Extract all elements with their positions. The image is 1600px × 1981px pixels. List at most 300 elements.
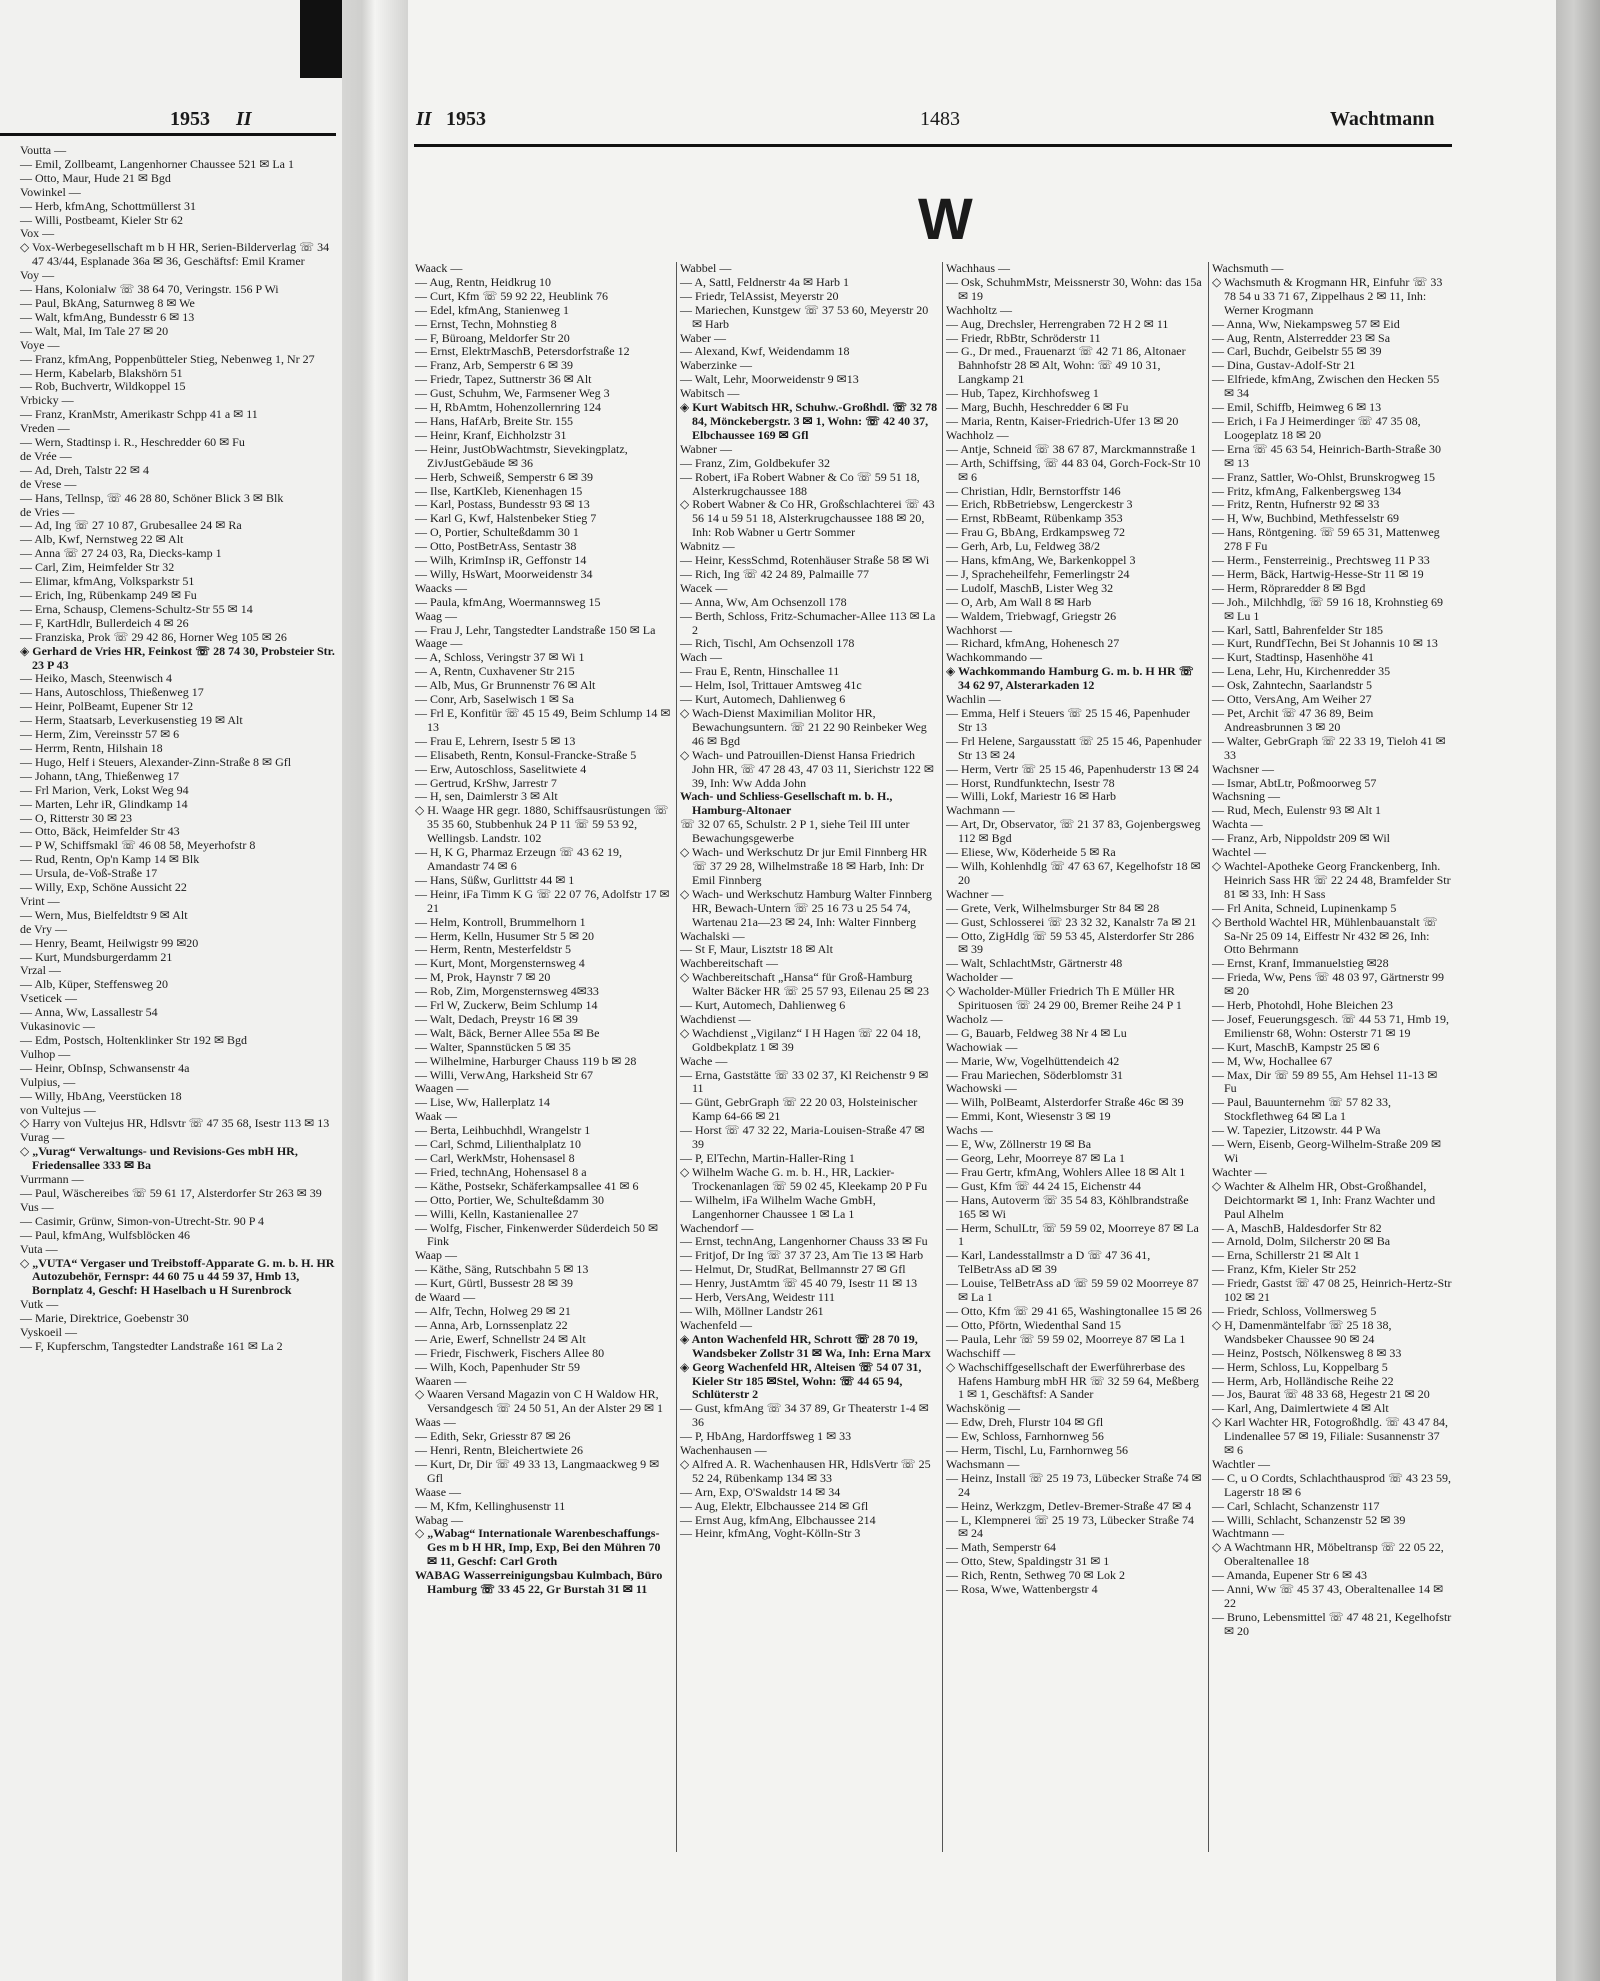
directory-entry: — Heinr, KessSchmd, Rotenhäuser Straße 58 ✉ Wi	[680, 553, 930, 568]
directory-entry: — Frau G, BbAng, Erdkampsweg 72	[946, 525, 1125, 540]
directory-entry: Waacks —	[415, 580, 468, 595]
directory-entry: Waaren —	[415, 1373, 467, 1388]
directory-entry: — Paul, Bauunternehm ☏ 57 82 33, Stockflethweg 64 ✉ La 1	[1212, 1095, 1391, 1124]
directory-entry: — Horst, Rundfunktechn, Isestr 78	[946, 775, 1115, 790]
directory-entry: — Kurt, Gürtl, Bussestr 28 ✉ 39	[415, 1276, 574, 1291]
directory-entry: ◈ Gerhard de Vries HR, Feinkost ☏ 28 74 30, Probsteier Str. 23 P 43	[20, 643, 335, 672]
directory-entry: Waag —	[415, 608, 458, 623]
directory-entry: — Herm, Arb, Holländische Reihe 22	[1212, 1373, 1394, 1388]
directory-entry: — Helm, Kontroll, Brummelhorn 1	[415, 914, 586, 929]
directory-entry: — Arth, Schiffsing, ☏ 44 83 04, Gorch-Fock-Str 10 ✉ 6	[946, 455, 1201, 484]
directory-entry: — Herm, Tischl, Lu, Farnhornweg 56	[946, 1443, 1128, 1458]
directory-entry: Waase —	[415, 1484, 462, 1499]
directory-entry: Wabag —	[415, 1512, 464, 1527]
directory-entry: — Elimar, kfmAng, Volksparkstr 51	[20, 574, 195, 589]
directory-entry: — Walter, GebrGraph ☏ 22 33 19, Tieloh 41 ✉ 33	[1212, 733, 1446, 762]
directory-entry: — Wolfg, Fischer, Finkenwerder Süderdeich 50 ✉ Fink	[415, 1220, 659, 1249]
directory-entry: — L, Klempnerei ☏ 25 19 73, Lübecker Straße 74 ✉ 24	[946, 1512, 1194, 1541]
directory-entry: — Hans, Röntgening. ☏ 59 65 31, Mattenweg 278 F Fu	[1212, 525, 1440, 554]
directory-entry: — Kurt, MaschB, Kampstr 25 ✉ 6	[1212, 1039, 1380, 1054]
directory-entry: Voutta —	[20, 143, 67, 157]
directory-entry: Wachlin —	[946, 692, 1001, 707]
directory-entry: — Fritjof, Dr Ing ☏ 37 37 23, Am Tie 13 ✉ Harb	[680, 1248, 924, 1263]
directory-entry: — P, ElTechn, Martin-Haller-Ring 1	[680, 1151, 855, 1165]
directory-entry: Wachowski —	[946, 1081, 1017, 1096]
directory-entry: — Wilhelmine, Harburger Chauss 119 b ✉ 28	[415, 1053, 637, 1068]
directory-entry: — Arie, Ewerf, Schnellstr 24 ✉ Alt	[415, 1331, 586, 1346]
directory-entry: — Eliese, Ww, Köderheide 5 ✉ Ra	[946, 845, 1116, 860]
directory-entry: ◇ Vox-Werbegesellschaft m b H HR, Serien-Bilderverlag ☏ 34 47 43/44, Esplanade 36a ✉ 36, Geschäftsf: Emil Kramer	[20, 240, 330, 269]
directory-entry: Wachta —	[1212, 817, 1263, 832]
directory-entry: — Ew, Schloss, Farnhornweg 56	[946, 1429, 1104, 1444]
directory-entry: — Curt, Kfm ☏ 59 92 22, Heublink 76	[415, 288, 608, 303]
directory-entry: — Friedr, Fischwerk, Fischers Allee 80	[415, 1345, 605, 1360]
directory-entry: ◇ Wachsmuth & Krogmann HR, Einfuhr ☏ 33 78 54 u 33 71 67, Zippelhaus 2 ✉ 11, Inh: Werner Krogmann	[1212, 274, 1443, 317]
directory-entry: Waack —	[415, 261, 463, 275]
directory-entry: — Hans, kfmAng, We, Barkenkoppel 3	[946, 553, 1136, 568]
directory-entry: — Carl, WerkMstr, Hohensasel 8	[415, 1151, 575, 1165]
directory-entry: — Anna ☏ 27 24 03, Ra, Diecks-kamp 1	[20, 546, 222, 561]
black-marker-strip	[300, 0, 344, 78]
directory-entry: — Heinr, iFa Timm K G ☏ 22 07 76, Adolfstr 17 ✉ 21	[415, 886, 670, 915]
directory-entry: de Waard —	[415, 1290, 476, 1305]
directory-entry: — Johann, tAng, Thießenweg 17	[20, 768, 180, 783]
left-page-volume: II	[236, 108, 252, 130]
directory-entry: ◇ H, Damenmäntelfabr ☏ 25 18 38, Wandsbeker Chaussee 90 ✉ 24	[1212, 1317, 1392, 1346]
directory-entry: — H, K G, Pharmaz Erzeugn ☏ 43 62 19, Amandastr 74 ✉ 6	[415, 845, 622, 873]
directory-entry: — Osk, SchuhmMstr, Meissnerstr 30, Wohn: das 15a ✉ 19	[946, 274, 1202, 303]
directory-entry: — Hans, Süßw, Gurlittstr 44 ✉ 1	[415, 872, 575, 887]
directory-entry: Vowinkel —	[20, 184, 81, 199]
directory-entry: Wache —	[680, 1053, 728, 1068]
directory-entry: — Rich, Tischl, Am Ochsenzoll 178	[680, 636, 855, 651]
directory-entry: — Rud, Mech, Eulenstr 93 ✉ Alt 1	[1212, 803, 1382, 818]
directory-entry: — Christian, Hdlr, Bernstorffstr 146	[946, 483, 1121, 498]
directory-entry: — Amanda, Eupener Str 6 ✉ 43	[1212, 1568, 1368, 1583]
directory-entry: — H, sen, Daimlerstr 3 ✉ Alt	[415, 789, 558, 804]
directory-entry: Wachholtz —	[946, 302, 1013, 317]
directory-entry: — Math, Semperstr 64	[946, 1540, 1056, 1555]
directory-entry: Vrint —	[20, 893, 60, 908]
directory-entry: — G, Bauarb, Feldweg 38 Nr 4 ✉ Lu	[946, 1025, 1127, 1040]
directory-entry: — Walt, Mal, Im Tale 27 ✉ 20	[20, 323, 169, 338]
directory-entry: Vukasinovic —	[20, 1019, 95, 1034]
directory-entry: WABAG Wasserreinigungsbau Kulmbach, Büro Hamburg ☏ 33 45 22, Gr Burstah 31 ✉ 11	[415, 1568, 663, 1597]
directory-entry: — M, Kfm, Kellinghusenstr 11	[415, 1498, 566, 1513]
directory-entry: Waage —	[415, 636, 463, 651]
directory-entry: — Otto, VersAng, Am Weiher 27	[1212, 692, 1372, 707]
directory-entry: — Herm, Bäck, Hartwig-Hesse-Str 11 ✉ 19	[1212, 566, 1424, 581]
directory-entry: — Kurt, Mundsburgerdamm 21	[20, 949, 173, 964]
directory-entry: — Erna, Schausp, Clemens-Schultz-Str 55 ✉ 14	[20, 601, 253, 616]
directory-entry: — Wilh, Kohlenhdlg ☏ 47 63 67, Kegelhofstr 18 ✉ 20	[946, 858, 1201, 887]
directory-column-4	[1212, 262, 1452, 1639]
directory-entry: — M, Ww, Hochallee 67	[1212, 1053, 1333, 1068]
column-divider	[942, 262, 943, 1852]
directory-entry: — Erna ☏ 45 63 54, Heinrich-Barth-Straße 30 ✉ 13	[1212, 441, 1441, 470]
directory-entry: — Gust, kfmAng ☏ 34 37 89, Gr Theaterstr 1-4 ✉ 36	[680, 1401, 929, 1430]
directory-entry: — Anni, Ww ☏ 45 37 43, Oberaltenallee 14 ✉ 22	[1212, 1582, 1444, 1610]
directory-entry: — Herm, SchulLtr, ☏ 59 59 02, Moorreye 87 ✉ La 1	[946, 1220, 1199, 1249]
directory-entry: — Herm, Staatsarb, Leverkusenstieg 19 ✉ Alt	[20, 713, 243, 728]
directory-entry: — Franz, KranMstr, Amerikastr Schpp 41 a ✉ 11	[20, 407, 258, 422]
directory-entry: — Fritz, Rentn, Hufnerstr 92 ✉ 33	[1212, 497, 1380, 512]
directory-entry: — Erich, i Fa J Heimerdinger ☏ 47 35 08, Loogeplatz 18 ✉ 20	[1212, 413, 1421, 442]
directory-entry: — Willi, Lokf, Mariestr 16 ✉ Harb	[946, 789, 1116, 804]
directory-entry: Wach- und Schliess-Gesellschaft m. b. H., Hamburg-Altonaer	[680, 789, 893, 818]
directory-entry: — Henri, Rentn, Bleichertwiete 26	[415, 1443, 583, 1458]
directory-entry: Wachschiff —	[946, 1345, 1016, 1360]
directory-entry: Wachenhausen —	[680, 1443, 767, 1458]
directory-entry: — Edm, Postsch, Holtenklinker Str 192 ✉ Bgd	[20, 1033, 248, 1047]
directory-entry: Wachtel —	[1212, 845, 1267, 860]
directory-entry: — Gust, Schlosserei ☏ 23 32 32, Kanalstr 7a ✉ 21	[946, 914, 1197, 929]
directory-entry: ☏ 32 07 65, Schulstr. 2 P 1, siehe Teil III unter Bewachungsgewerbe	[680, 817, 910, 846]
directory-entry: von Vultejus —	[20, 1102, 96, 1117]
directory-entry: — Marie, Direktrice, Goebenstr 30	[20, 1311, 189, 1326]
directory-entry: — Frl E, Konfitür ☏ 45 15 49, Beim Schlump 14 ✉ 13	[415, 706, 671, 734]
directory-entry: — Carl, Schlacht, Schanzenstr 117	[1212, 1498, 1380, 1513]
directory-entry: — Wern, Stadtinsp i. R., Heschredder 60 ✉ Fu	[20, 435, 245, 450]
directory-entry: — Ilse, KartKleb, Kienenhagen 15	[415, 483, 583, 498]
directory-entry: ◇ Wachschiffgesellschaft der Ewerführerbase des Hafens Hamburg mbH HR ☏ 32 59 64, Meßberg 1 ✉ 1, Geschäftsf: A Sander	[946, 1359, 1199, 1402]
directory-entry: ◇ Wach- und Werkschutz Dr jur Emil Finnberg HR ☏ 37 29 28, Wilhelmstraße 18 ✉ Harb, Inh: Dr Emil Finnberg	[680, 845, 928, 887]
directory-entry: Vulpius, —	[20, 1074, 76, 1089]
directory-entry: — Ursula, de-Voß-Straße 17	[20, 866, 158, 881]
left-page	[0, 0, 342, 1981]
directory-entry: Vuta —	[20, 1241, 58, 1256]
directory-entry: — Rob, Buchvertr, Wildkoppel 15	[20, 379, 186, 394]
directory-entry: — Bruno, Lebensmittel ☏ 47 48 21, Kegelhofstr ✉ 20	[1212, 1609, 1452, 1638]
directory-entry: — Rich, Rentn, Sethweg 70 ✉ Lok 2	[946, 1568, 1126, 1583]
directory-entry: — Kurt, RundfTechn, Bei St Johannis 10 ✉ 13	[1212, 636, 1438, 651]
directory-entry: — Frl Marion, Verk, Lokst Weg 94	[20, 782, 189, 797]
directory-entry: — Herb, VersAng, Weidestr 111	[680, 1290, 836, 1305]
directory-entry: Voy —	[20, 268, 55, 283]
directory-entry: — Josef, Feuerungsgesch. ☏ 44 53 71, Hmb 19, Emilienstr 68, Wohn: Osterstr 71 ✉ 19	[1212, 1011, 1449, 1040]
directory-entry: — Günt, GebrGraph ☏ 22 20 03, Holsteinischer Kamp 64-66 ✉ 21	[680, 1095, 918, 1124]
directory-entry: — Franz, Sattler, Wo-Ohlst, Brunskrogweg 15	[1212, 469, 1435, 484]
right-page-volume: II	[416, 108, 432, 130]
directory-entry: — Walter, Spannstücken 5 ✉ 35	[415, 1039, 571, 1054]
left-header-rule	[0, 133, 336, 136]
book-gutter	[342, 0, 408, 1981]
directory-entry: — Erna, Schillerstr 21 ✉ Alt 1	[1212, 1248, 1360, 1263]
directory-entry: — Helmut, Dr, StudRat, Bellmannstr 27 ✉ Gfl	[680, 1262, 906, 1277]
directory-entry: — Ernst, ElektrMaschB, Petersdorfstraße 12	[415, 344, 630, 359]
directory-entry: — Franz, Zim, Goldbekufer 32	[680, 455, 830, 470]
directory-entry: — Herm, Röpraredder 8 ✉ Bgd	[1212, 580, 1366, 595]
directory-entry: Waagen —	[415, 1081, 469, 1096]
directory-entry: — F, Büroang, Meldorfer Str 20	[415, 330, 570, 345]
left-page-year: 1953	[170, 108, 210, 130]
directory-entry: — Ernst, technAng, Langenhorner Chauss 33 ✉ Fu	[680, 1234, 928, 1249]
directory-entry: — Art, Dr, Observator, ☏ 21 37 83, Gojenbergsweg 112 ✉ Bgd	[946, 817, 1201, 846]
directory-entry: — Casimir, Grünw, Simon-von-Utrecht-Str. 90 P 4	[20, 1213, 264, 1228]
directory-entry: — Emma, Helf i Steuers ☏ 25 15 46, Papenhuder Str 13	[946, 706, 1190, 734]
directory-entry: — M, Prok, Haynstr 7 ✉ 20	[415, 970, 551, 985]
directory-entry: — Arn, Exp, O'Swaldstr 14 ✉ 34	[680, 1484, 841, 1499]
directory-entry: — Alb, Küper, Steffensweg 20	[20, 977, 168, 992]
directory-entry: Wachsner —	[1212, 761, 1275, 776]
directory-entry: — Lena, Lehr, Hu, Kirchenredder 35	[1212, 664, 1391, 679]
directory-entry: ◇ Waaren Versand Magazin von C H Waldow HR, Versandgesch ☏ 24 50 51, An der Alster 29 ✉ 1	[415, 1387, 664, 1416]
directory-entry: ◇ Wach- und Werkschutz Hamburg Walter Finnberg HR, Bewach-Untern ☏ 25 16 73 u 25 54 74, Wartenau 21a—23 ✉ 24, Inh: Walter Finnberg	[680, 886, 932, 929]
directory-entry: — Helm, Isol, Trittauer Amtsweg 41c	[680, 678, 862, 693]
directory-entry: — Walt, kfmAng, Bundesstr 6 ✉ 13	[20, 309, 195, 324]
directory-entry: — Lise, Ww, Hallerplatz 14	[415, 1095, 550, 1110]
directory-entry: — Rud, Rentn, Op'n Kamp 14 ✉ Blk	[20, 852, 200, 867]
directory-entry: ◇ Karl Wachter HR, Fotogroßhdlg. ☏ 43 47 84, Lindenallee 57 ✉ 19, Filiale: Susannenstr 37 ✉ 6	[1212, 1415, 1449, 1458]
directory-entry: Wachhaus —	[946, 261, 1011, 275]
directory-entry: Vreden —	[20, 421, 70, 436]
directory-entry: — H, Ww, Buchbind, Methfesselstr 69	[1212, 511, 1399, 526]
directory-entry: — Gertrud, KrShw, Jarrestr 7	[415, 775, 557, 790]
directory-entry: — Herm., Fensterreinig., Prechtsweg 11 P 33	[1212, 553, 1430, 568]
directory-entry: — J, Spracheheilfehr, Femerlingstr 24	[946, 566, 1130, 581]
directory-entry: ◈ Kurt Wabitsch HR, Schuhw.-Großhdl. ☏ 32 78 84, Mönckebergstr. 3 ✉ 1, Wohn: ☏ 42 40 37, Elbchaussee 169 ✉ Gfl	[680, 400, 938, 442]
directory-entry: — O, Ritterstr 30 ✉ 23	[20, 810, 133, 825]
directory-entry: — Arnold, Dolm, Silcherstr 20 ✉ Ba	[1212, 1234, 1391, 1249]
directory-entry: — Emmi, Kont, Wiesenstr 3 ✉ 19	[946, 1109, 1111, 1124]
directory-entry: — Wern, Eisenb, Georg-Wilhelm-Straße 209 ✉ Wi	[1212, 1137, 1442, 1165]
directory-entry: — Edith, Sekr, Griesstr 87 ✉ 26	[415, 1429, 571, 1444]
directory-entry: — Aug, Drechsler, Herrengraben 72 H 2 ✉ 11	[946, 316, 1169, 331]
directory-entry: Wabner —	[680, 441, 733, 456]
directory-entry: — Willi, VerwAng, Harksheid Str 67	[415, 1067, 594, 1082]
directory-entry: — Ernst, RbBeamt, Rübenkamp 353	[946, 511, 1123, 526]
directory-entry: — Edel, kfmAng, Stanienweg 1	[415, 302, 569, 317]
directory-entry: — Horst ☏ 47 32 22, Maria-Louisen-Straße 47 ✉ 39	[680, 1123, 925, 1152]
directory-entry: — Hugo, Helf i Steuers, Alexander-Zinn-Straße 8 ✉ Gfl	[20, 754, 292, 769]
directory-entry: Wachskönig —	[946, 1401, 1021, 1416]
directory-entry: Vurag —	[20, 1130, 65, 1145]
directory-entry: — Ad, Dreh, Talstr 22 ✉ 4	[20, 462, 149, 477]
directory-entry: — O, Arb, Am Wall 8 ✉ Harb	[946, 594, 1092, 609]
directory-entry: — C, u O Cordts, Schlachthausprod ☏ 43 23 59, Lagerstr 18 ✉ 6	[1212, 1470, 1451, 1499]
directory-entry: — Willy, Exp, Schöne Aussicht 22	[20, 880, 187, 895]
directory-entry: — Paul, Wäschereibes ☏ 59 61 17, Alsterdorfer Str 263 ✉ 39	[20, 1185, 322, 1200]
directory-entry: Vseticek —	[20, 991, 77, 1006]
directory-entry: — Walt, SchlachtMstr, Gärtnerstr 48	[946, 956, 1123, 971]
directory-entry: Wabitsch —	[680, 386, 740, 401]
directory-entry: — Franz, Arb, Nippoldstr 209 ✉ Wil	[1212, 831, 1391, 846]
directory-entry: — Aug, Rentn, Alsterredder 23 ✉ Sa	[1212, 330, 1391, 345]
directory-entry: — Kurt, Mont, Morgensternsweg 4	[415, 956, 585, 971]
directory-entry: Wachbereitschaft —	[680, 956, 778, 971]
directory-entry: Voye —	[20, 337, 60, 352]
directory-entry: de Vrese —	[20, 476, 77, 491]
directory-entry: — Marie, Ww, Vogelhüttendeich 42	[946, 1053, 1120, 1068]
directory-entry: — Willy, HbAng, Veerstücken 18	[20, 1088, 182, 1103]
directory-entry: — Berta, Leihbuchhdl, Wrangelstr 1	[415, 1123, 591, 1138]
directory-entry: ◇ „Wabag“ Internationale Warenbeschaffungs-Ges m b H HR, Imp, Exp, Bei den Mühren 70 ✉ 11, Geschf: Carl Groth	[415, 1526, 661, 1569]
directory-entry: Vulhop —	[20, 1046, 71, 1061]
directory-entry: — Kurt, Dr, Dir ☏ 49 33 13, Langmaackweg 9 ✉ Gfl	[415, 1456, 660, 1485]
directory-entry: — Kurt, Stadtinsp, Hasenhöhe 41	[1212, 650, 1374, 665]
directory-entry: — Karl, Sattl, Bahrenfelder Str 185	[1212, 622, 1383, 637]
directory-entry: — Otto, Pförtn, Wiedenthal Sand 15	[946, 1317, 1121, 1332]
directory-entry: ◇ Robert Wabner & Co HR, Großschlachterei ☏ 43 56 14 u 59 51 18, Alsterkrugchaussee 188 ✉ 20, Inh: Rob Wabner u Gertr Sommer	[680, 497, 935, 540]
directory-entry: Vurrmann —	[20, 1172, 84, 1187]
directory-entry: ◇ Harry von Vultejus HR, Hdlsvtr ☏ 47 35 68, Isestr 113 ✉ 13	[20, 1116, 330, 1131]
directory-entry: — Otto, PostBetrAss, Sentastr 38	[415, 539, 577, 554]
directory-entry: — Walt, Bäck, Berner Allee 55a ✉ Be	[415, 1025, 600, 1040]
directory-entry: — Ad, Ing ☏ 27 10 87, Grubesallee 24 ✉ Ra	[20, 518, 242, 533]
page-number: 1483	[920, 108, 960, 130]
directory-entry: — Herb, kfmAng, Schottmüllerst 31	[20, 198, 196, 213]
directory-entry: ◇ Wacholder-Müller Friedrich Th E Müller HR Spirituosen ☏ 24 29 00, Bremer Reihe 24 P 1	[946, 984, 1182, 1013]
directory-entry: — A, Schloss, Veringstr 37 ✉ Wi 1	[415, 650, 585, 665]
directory-entry: — Heinz, Postsch, Nölkensweg 8 ✉ 33	[1212, 1345, 1402, 1360]
directory-entry: — Käthe, Säng, Rutschbahn 5 ✉ 13	[415, 1262, 589, 1277]
directory-entry: — Marg, Buchh, Heschredder 6 ✉ Fu	[946, 400, 1129, 415]
directory-entry: — Wilhelm, iFa Wilhelm Wache GmbH, Langenhorner Chaussee 1 ✉ La 1	[680, 1192, 876, 1221]
directory-entry: — Otto, Stew, Spaldingstr 31 ✉ 1	[946, 1554, 1110, 1569]
directory-entry: Waberzinke —	[680, 358, 752, 373]
directory-entry: ◇ Wachtel-Apotheke Georg Franckenberg, Inh. Heinrich Sass HR ☏ 22 24 48, Bramfelder Str 81 ✉ 33, Inh: H Sass	[1212, 858, 1451, 901]
directory-entry: — A, MaschB, Haldesdorfer Str 82	[1212, 1220, 1382, 1235]
directory-entry: — Frau E, Lehrern, Isestr 5 ✉ 13	[415, 733, 576, 748]
directory-entry: — Paula, kfmAng, Woermannsweg 15	[415, 594, 601, 609]
directory-entry: — Rosa, Wwe, Wattenbergstr 4	[946, 1582, 1098, 1597]
directory-entry: — Käthe, Postsekr, Schäferkampsallee 41 ✉ 6	[415, 1178, 639, 1193]
directory-entry: Wacholz —	[946, 1011, 1003, 1026]
column-divider	[676, 262, 677, 1852]
directory-entry: — Friedr, TelAssist, Meyerstr 20	[680, 288, 839, 303]
directory-entry: — Antje, Schneid ☏ 38 67 87, Marckmannstraße 1	[946, 441, 1197, 456]
directory-entry: — A, Rentn, Cuxhavener Str 215	[415, 664, 575, 679]
directory-entry: — Richard, kfmAng, Hohenesch 27	[946, 636, 1120, 651]
directory-entry: Wacek —	[680, 580, 728, 595]
directory-entry: Wachdienst —	[680, 1011, 751, 1026]
directory-entry: Waak —	[415, 1109, 458, 1124]
directory-entry: — Grete, Verk, Wilhelmsburger Str 84 ✉ 28	[946, 900, 1160, 915]
directory-entry: — Heiko, Masch, Steenwisch 4	[20, 671, 172, 686]
directory-entry: Wach —	[680, 650, 723, 665]
directory-entry: Wachkommando —	[946, 650, 1043, 665]
directory-entry: — Gerh, Arb, Lu, Feldweg 38/2	[946, 539, 1100, 554]
directory-entry: Wachter —	[1212, 1164, 1267, 1179]
directory-entry: — Willy, HsWart, Moorweidenstr 34	[415, 566, 593, 581]
directory-entry: — Rob, Zim, Morgensternsweg 4✉33	[415, 984, 599, 999]
directory-entry: — Conr, Arb, Saselwisch 1 ✉ Sa	[415, 692, 574, 707]
directory-entry: Wachsmuth —	[1212, 261, 1284, 275]
directory-entry: Vus —	[20, 1199, 54, 1214]
directory-entry: — Dina, Gustav-Adolf-Str 21	[1212, 358, 1356, 373]
directory-entry: Wachsning —	[1212, 789, 1281, 804]
directory-entry: Vrzal —	[20, 963, 61, 978]
directory-entry: — Karl, Landesstallmstr a D ☏ 47 36 41, TelBetrAss aD ✉ 39	[946, 1248, 1151, 1277]
directory-entry: — Georg, Lehr, Moorreye 87 ✉ La 1	[946, 1151, 1125, 1165]
directory-entry: — Elisabeth, Rentn, Konsul-Francke-Straße 5	[415, 747, 637, 762]
directory-entry: Wachalski —	[680, 928, 745, 943]
directory-entry: — Hans, Tellnsp, ☏ 46 28 80, Schöner Blick 3 ✉ Blk	[20, 490, 284, 505]
directory-entry: — Frau Mariechen, Söderblomstr 31	[946, 1067, 1123, 1082]
directory-entry: Vutk —	[20, 1297, 59, 1312]
directory-entry: — Ismar, AbtLtr, Poßmoorweg 57	[1212, 775, 1377, 790]
directory-entry: — Franziska, Prok ☏ 29 42 86, Horner Weg 105 ✉ 26	[20, 629, 287, 644]
left-page-column	[20, 144, 336, 1354]
directory-entry: — Anna, Ww, Am Ochsenzoll 178	[680, 594, 847, 609]
directory-entry: — Mariechen, Kunstgew ☏ 37 53 60, Meyerstr 20 ✉ Harb	[680, 302, 929, 331]
directory-entry: — Erw, Autoschloss, Saselitwiete 4	[415, 761, 587, 776]
directory-entry: — Ernst, Kranf, Immanuelstieg ✉28	[1212, 956, 1389, 971]
directory-entry: — Anna, Ww, Lassallestr 54	[20, 1005, 158, 1020]
directory-entry: — Willi, Postbeamt, Kieler Str 62	[20, 212, 183, 227]
directory-entry: — Max, Dir ☏ 59 89 55, Am Hehsel 11-13 ✉ Fu	[1212, 1067, 1438, 1096]
directory-entry: — Alfr, Techn, Holweg 29 ✉ 21	[415, 1303, 571, 1318]
directory-entry: — Franz, Arb, Semperstr 6 ✉ 39	[415, 358, 574, 373]
directory-entry: — Henry, Beamt, Heilwigstr 99 ✉20	[20, 935, 199, 950]
directory-entry: Wachner —	[946, 886, 1004, 901]
directory-entry: — Elfriede, kfmAng, Zwischen den Hecken 55 ✉ 34	[1212, 372, 1440, 401]
directory-entry: — Walt, Lehr, Moorweidenstr 9 ✉13	[680, 372, 859, 387]
directory-entry: ◇ Wach-Dienst Maximilian Molitor HR, Bewachungsuntern. ☏ 21 22 90 Reinbeker Weg 46 ✉ Bgd	[680, 706, 927, 748]
directory-entry: — Kurt, Automech, Dahlienweg 6	[680, 998, 846, 1013]
directory-entry: — Carl, Zim, Heimfelder Str 32	[20, 560, 175, 575]
directory-entry: ◈ Wachkommando Hamburg G. m. b. H HR ☏ 34 62 97, Alsterarkaden 12	[946, 664, 1194, 693]
directory-entry: ◇ Wach- und Patrouillen-Dienst Hansa Friedrich John HR, ☏ 47 28 43, 47 03 11, Sierichstr 122 ✉ 39, Inh: Ww Adda John	[680, 747, 934, 790]
directory-entry: — P W, Schiffsmakl ☏ 46 08 58, Meyerhofstr 8	[20, 838, 256, 853]
directory-entry: — Wilh, KrimInsp iR, Geffonstr 14	[415, 553, 587, 568]
directory-entry: — Frieda, Ww, Pens ☏ 48 03 97, Gärtnerstr 99 ✉ 20	[1212, 970, 1444, 999]
directory-entry: — Anna, Ww, Niekampsweg 57 ✉ Eid	[1212, 316, 1400, 331]
directory-entry: — Herm, Zim, Vereinsstr 57 ✉ 6	[20, 727, 180, 742]
directory-entry: Wachtmann —	[1212, 1526, 1285, 1541]
directory-entry: — Karl, Ang, Daimlertwiete 4 ✉ Alt	[1212, 1401, 1389, 1416]
directory-entry: — A, Sattl, Feldnerstr 4a ✉ Harb 1	[680, 274, 850, 289]
directory-entry: Wachmann —	[946, 803, 1015, 818]
directory-entry: Wachholz —	[946, 427, 1009, 442]
directory-entry: — Henry, JustAmtm ☏ 45 40 79, Isestr 11 ✉ 13	[680, 1276, 918, 1291]
directory-entry: ◇ Alfred A. R. Wachenhausen HR, HdlsVertr ☏ 25 52 24, Rübenkamp 134 ✉ 33	[680, 1456, 931, 1485]
directory-entry: — Herm, Rentn, Mesterfeldstr 5	[415, 942, 571, 957]
directory-entry: — Osk, Zahntechn, Saarlandstr 5	[1212, 678, 1372, 693]
directory-entry: — Frau Gertr, kfmAng, Wohlers Allee 18 ✉ Alt 1	[946, 1164, 1186, 1179]
directory-column-2	[680, 262, 938, 1541]
directory-entry: ◇ H. Waage HR gegr. 1880, Schiffsausrüstungen ☏ 35 35 60, Stubbenhuk 24 P 11 ☏ 59 53 92, Wellingsb. Landstr. 102	[415, 803, 669, 846]
directory-entry: — Willi, Kelln, Kastanienallee 27	[415, 1206, 579, 1221]
directory-entry: — Hans, Kolonialw ☏ 38 64 70, Veringstr. 156 P Wi	[20, 282, 279, 297]
directory-entry: Wachtler —	[1212, 1456, 1271, 1471]
directory-entry: Vox —	[20, 226, 55, 241]
directory-entry: — Otto, Portier, We, Schulteßdamm 30	[415, 1192, 604, 1207]
directory-entry: — Willi, Schlacht, Schanzenstr 52 ✉ 39	[1212, 1512, 1406, 1527]
directory-entry: Wachhorst —	[946, 622, 1013, 637]
directory-entry: Waap —	[415, 1248, 458, 1263]
directory-entry: — Friedr, Schloss, Vollmersweg 5	[1212, 1303, 1377, 1318]
directory-entry: — Robert, iFa Robert Wabner & Co ☏ 59 51 18, Alsterkrugchaussee 188	[680, 469, 920, 498]
directory-entry: — Frau J, Lehr, Tangstedter Landstraße 150 ✉ La	[415, 622, 656, 637]
directory-entry: — Otto, Maur, Hude 21 ✉ Bgd	[20, 170, 171, 185]
directory-entry: ◇ „Vurag“ Verwaltungs- und Revisions-Ges mbH HR, Friedensallee 333 ✉ Ba	[20, 1144, 298, 1173]
directory-entry: — F, KartHdlr, Bullerdeich 4 ✉ 26	[20, 615, 189, 630]
right-edge-shadow	[1556, 0, 1600, 1981]
directory-entry: — G., Dr med., Frauenarzt ☏ 42 71 86, Altonaer Bahnhofstr 28 ✉ Alt, Wohn: ☏ 49 10 31, Langkamp 21	[946, 344, 1186, 387]
directory-entry: — Frau E, Rentn, Hinschallee 11	[680, 664, 840, 679]
directory-entry: ◇ Wilhelm Wache G. m. b. H., HR, Lackier-Trockenanlagen ☏ 59 02 45, Kleekamp 20 P Fu	[680, 1164, 928, 1193]
directory-entry: — Franz, kfmAng, Poppenbütteler Stieg, Nebenweg 1, Nr 27	[20, 351, 315, 366]
directory-entry: — Karl G, Kwf, Halstenbeker Stieg 7	[415, 511, 597, 526]
directory-entry: — Wilh, Koch, Papenhuder Str 59	[415, 1359, 580, 1374]
directory-entry: — Frl Anita, Schneid, Lupinenkamp 5	[1212, 900, 1397, 915]
directory-entry: — Erna, Gaststätte ☏ 33 02 37, Kl Reichenstr 9 ✉ 11	[680, 1067, 929, 1096]
directory-entry: ◇ A Wachtmann HR, Möbeltransp ☏ 22 05 22, Oberaltenallee 18	[1212, 1540, 1444, 1569]
directory-entry: Wachowiak —	[946, 1039, 1018, 1054]
directory-entry: — Hans, HafArb, Breite Str. 155	[415, 413, 573, 428]
directory-entry: — Heinz, Install ☏ 25 19 73, Lübecker Straße 74 ✉ 24	[946, 1470, 1202, 1499]
